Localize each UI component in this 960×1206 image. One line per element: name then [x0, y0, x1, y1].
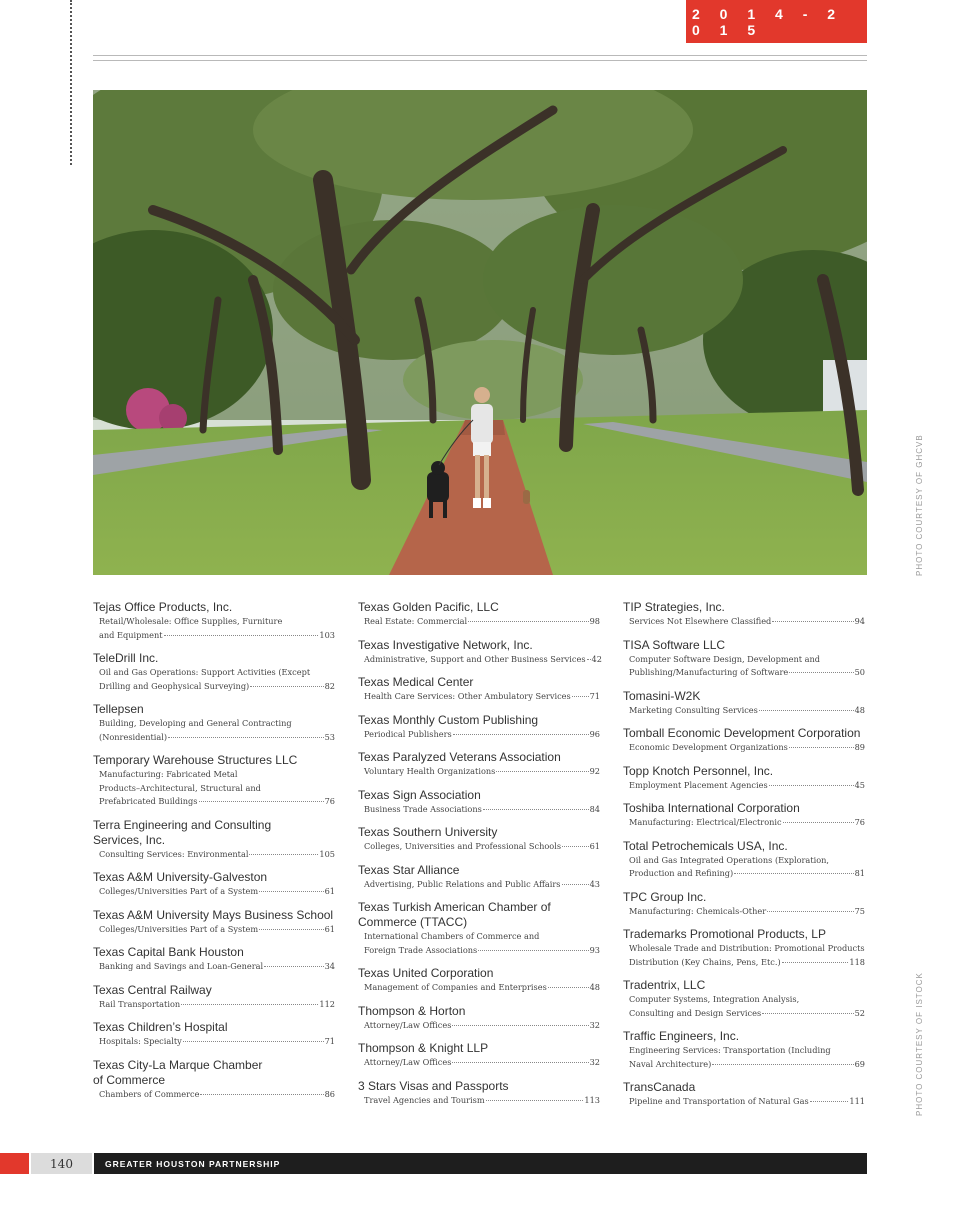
company-name: Thompson & Knight LLP — [358, 1041, 489, 1055]
page-reference: 32 — [589, 1019, 600, 1030]
page-reference: 89 — [854, 742, 865, 752]
category-text: Business Trade Associations — [364, 803, 482, 814]
company-name: Texas Paralyzed Veterans Association — [358, 750, 561, 764]
directory-entry — [93, 908, 335, 937]
dot-leader — [199, 801, 324, 802]
page-reference: 92 — [589, 766, 600, 776]
company-name: Total Petrochemicals USA, Inc. — [623, 838, 788, 853]
company-name: Texas A&M University Mays Business School — [93, 907, 334, 922]
business-category — [93, 768, 335, 809]
page-reference: 94 — [854, 616, 865, 626]
company-name: Texas Investigative Network, Inc. — [358, 637, 533, 652]
category-text: Manufacturing: Fabricated Metal — [99, 769, 238, 779]
page-reference: 42 — [591, 653, 602, 664]
directory-column-3 — [623, 600, 865, 1118]
page-reference: 34 — [324, 961, 335, 971]
directory-entry — [93, 945, 335, 974]
page-reference: 76 — [324, 796, 335, 806]
business-category — [358, 930, 600, 957]
company-name: Tejas Office Products, Inc. — [93, 600, 233, 614]
dot-leader — [789, 747, 854, 748]
category-text: (Nonresidential) — [99, 731, 168, 742]
business-category — [623, 942, 865, 969]
business-category — [93, 885, 335, 899]
dot-leader — [483, 809, 589, 810]
category-text: Attorney/Law Offices — [364, 1019, 452, 1030]
directory-entry — [93, 983, 335, 1012]
directory-entry — [358, 900, 600, 957]
company-name: Traffic Engineers, Inc. — [623, 1029, 740, 1043]
business-category — [93, 1088, 335, 1102]
directory-entry — [358, 638, 600, 667]
directory-entry — [623, 764, 865, 793]
dot-leader — [486, 1100, 584, 1101]
directory-entry — [358, 788, 600, 817]
company-name: TeleDrill Inc. — [93, 651, 159, 665]
directory-entry — [358, 966, 600, 995]
company-name: Texas United Corporation — [358, 966, 494, 980]
company-name: Toshiba International Corporation — [623, 801, 800, 815]
business-category — [358, 615, 600, 629]
company-name: Texas Children’s Hospital — [93, 1020, 228, 1034]
business-category — [358, 765, 600, 779]
dot-leader — [782, 962, 849, 963]
directory-entry — [623, 801, 865, 830]
category-text: Computer Software Design, Development and — [629, 653, 821, 664]
category-text: Manufacturing: Chemicals-Other — [629, 905, 767, 916]
category-text: Building, Developing and General Contracting — [99, 718, 292, 728]
category-text: Manufacturing: Electrical/Electronic — [629, 817, 782, 827]
directory-entry — [623, 890, 865, 919]
category-text: Publishing/Manufacturing of Software — [629, 667, 789, 677]
category-text: Naval Architecture) — [629, 1058, 712, 1069]
directory-entry — [358, 713, 600, 742]
category-text: Banking and Savings and Loan-General — [99, 961, 264, 971]
page-reference: 82 — [324, 680, 335, 691]
directory-entry — [623, 839, 865, 881]
company-name: Tomball Economic Development Corporation — [623, 726, 861, 740]
page-reference: 61 — [324, 886, 335, 896]
category-text: Wholesale Trade and Distribution: Promotional Products — [629, 943, 865, 953]
business-category — [623, 993, 865, 1020]
dot-leader — [468, 621, 588, 622]
category-text: Colleges, Universities and Professional Schools — [364, 841, 562, 851]
page-reference: 118 — [849, 956, 865, 967]
page-reference: 93 — [589, 944, 600, 955]
category-text: Consulting and Design Services — [629, 1007, 762, 1018]
business-category — [358, 840, 600, 854]
directory-entry — [93, 600, 335, 642]
category-text: Services Not Elsewhere Classified — [629, 616, 772, 626]
business-category — [358, 878, 600, 892]
dot-leader — [772, 621, 853, 622]
directory-entry — [358, 600, 600, 629]
dotted-margin-line — [70, 0, 72, 165]
dot-leader — [712, 1064, 853, 1065]
category-text: Engineering Services: Transportation (Including — [629, 1045, 831, 1055]
photo-credit-istock: PHOTO COURTESY OF ISTOCK — [915, 972, 924, 1116]
footer-publication-bar — [94, 1153, 867, 1174]
category-text: Management of Companies and Enterprises — [364, 982, 547, 992]
page-reference: 43 — [589, 878, 600, 889]
category-text: Employment Placement Agencies — [629, 779, 768, 790]
directory-entry — [358, 825, 600, 854]
dot-leader — [572, 696, 589, 697]
category-text: Health Care Services: Other Ambulatory Services — [364, 691, 571, 701]
page-reference: 84 — [589, 803, 600, 814]
company-name: TIP Strategies, Inc. — [623, 600, 725, 614]
directory-entry — [623, 978, 865, 1020]
category-text: Oil and Gas Integrated Operations (Exploration, — [629, 854, 830, 865]
business-category — [623, 704, 865, 718]
company-name: Tradentrix, LLC — [623, 978, 706, 992]
page-reference: 81 — [854, 868, 865, 878]
business-category — [623, 816, 865, 830]
company-name: Trademarks Promotional Products, LP — [623, 927, 826, 941]
category-text: Travel Agencies and Tourism — [364, 1094, 485, 1105]
category-text: Periodical Publishers — [364, 728, 452, 739]
business-category — [358, 1094, 600, 1108]
dot-leader — [264, 966, 323, 967]
header-rule-top — [93, 55, 867, 56]
company-name: TransCanada — [623, 1080, 696, 1094]
dot-leader — [587, 659, 591, 660]
business-category — [93, 717, 335, 744]
business-category — [93, 960, 335, 974]
category-text: Voluntary Health Organizations — [364, 766, 496, 776]
dot-leader — [249, 854, 318, 855]
company-name: Texas Capital Bank Houston — [93, 945, 244, 959]
dot-leader — [164, 635, 319, 636]
category-text: and Equipment — [99, 629, 163, 640]
category-text: Prefabricated Buildings — [99, 796, 198, 806]
page-reference: 45 — [854, 779, 865, 790]
business-category — [93, 666, 335, 693]
publication-name: GREATER HOUSTON PARTNERSHIP — [105, 1158, 281, 1169]
business-category — [623, 653, 865, 680]
category-text: Administrative, Support and Other Business Services — [364, 653, 586, 664]
directory-entry — [93, 1058, 335, 1102]
company-name: Texas Turkish American Chamber of — [358, 900, 551, 914]
category-text: Hospitals: Specialty — [99, 1036, 182, 1046]
business-category — [623, 741, 865, 755]
company-name: Tellepsen — [93, 702, 144, 716]
page-reference: 96 — [589, 728, 600, 739]
dot-leader — [767, 911, 853, 912]
business-category — [623, 1044, 865, 1071]
company-name: Terra Engineering and Consulting — [93, 817, 272, 832]
company-name: Texas Sign Association — [358, 787, 481, 802]
directory-entry — [623, 689, 865, 718]
page-reference: 32 — [589, 1057, 600, 1067]
directory-entry — [93, 1020, 335, 1049]
company-name: Texas City-La Marque Chamber — [93, 1057, 263, 1072]
company-name: Tomasini-W2K — [623, 688, 701, 703]
photo-credit-ghcvb: PHOTO COURTESY OF GHCVB — [915, 434, 924, 576]
dot-leader — [250, 686, 323, 687]
dot-leader — [783, 822, 854, 823]
dot-leader — [452, 1062, 588, 1063]
business-category — [358, 1019, 600, 1033]
directory-entry — [623, 927, 865, 969]
company-name: Texas A&M University-Galveston — [93, 870, 268, 884]
directory-entry — [358, 863, 600, 892]
category-text: Foreign Trade Associations — [364, 944, 478, 955]
dot-leader — [810, 1101, 849, 1102]
page-reference: 112 — [319, 998, 335, 1009]
dot-leader — [496, 771, 588, 772]
company-name: TPC Group Inc. — [623, 889, 707, 904]
year-badge: 2 0 1 4 - 2 0 1 5 — [686, 0, 867, 43]
business-category — [358, 803, 600, 817]
category-text: Oil and Gas Operations: Support Activities (Except — [99, 667, 311, 677]
business-category — [623, 1095, 865, 1109]
page-reference: 76 — [854, 817, 865, 827]
directory-entry — [623, 1080, 865, 1109]
company-name: Texas Star Alliance — [358, 862, 460, 877]
dot-leader — [181, 1004, 318, 1005]
business-category — [623, 615, 865, 629]
business-category — [358, 981, 600, 995]
page-reference: 86 — [324, 1088, 335, 1099]
page-reference: 103 — [319, 629, 335, 640]
dot-leader — [759, 710, 854, 711]
company-name: Temporary Warehouse Structures LLC — [93, 753, 298, 767]
business-category — [358, 690, 600, 704]
category-text: Marketing Consulting Services — [629, 704, 758, 715]
business-category — [93, 923, 335, 937]
oak-lined-street-photo — [93, 90, 867, 575]
directory-entry — [93, 651, 335, 693]
page-reference: 50 — [854, 667, 865, 677]
dot-leader — [200, 1094, 323, 1095]
dot-leader — [453, 734, 589, 735]
business-category — [358, 653, 600, 667]
category-text: Distribution (Key Chains, Pens, Etc.) — [629, 956, 781, 967]
category-text: Drilling and Geophysical Surveying) — [99, 680, 250, 691]
company-name: Topp Knotch Personnel, Inc. — [623, 763, 774, 778]
page-reference: 113 — [584, 1094, 600, 1105]
page-number: 140 — [31, 1153, 92, 1174]
dot-leader — [562, 884, 589, 885]
category-text: Chambers of Commerce — [99, 1088, 200, 1099]
company-name: Texas Monthly Custom Publishing — [358, 712, 539, 727]
page-reference: 75 — [854, 905, 865, 916]
category-text: Retail/Wholesale: Office Supplies, Furniture — [99, 616, 283, 626]
page-reference: 71 — [324, 1036, 335, 1046]
directory-entry — [93, 818, 335, 862]
company-name: Texas Golden Pacific, LLC — [358, 600, 499, 614]
business-category — [358, 728, 600, 742]
business-category — [93, 848, 335, 862]
company-name: Texas Central Railway — [93, 982, 212, 997]
business-category — [93, 998, 335, 1012]
dot-leader — [168, 737, 323, 738]
category-text: Pipeline and Transportation of Natural Gas — [629, 1096, 809, 1106]
company-name: Texas Medical Center — [358, 675, 474, 689]
category-text: Computer Systems, Integration Analysis, — [629, 994, 800, 1004]
page-reference: 48 — [854, 704, 865, 715]
dot-leader — [789, 672, 853, 673]
directory-entry — [623, 638, 865, 680]
category-text: Economic Development Organizations — [629, 742, 788, 752]
page-reference: 98 — [589, 616, 600, 626]
category-text: Production and Refining) — [629, 868, 734, 878]
directory-entry — [623, 600, 865, 629]
header-rule-bottom — [93, 60, 867, 61]
company-name: TISA Software LLC — [623, 637, 726, 652]
category-text: Colleges/Universities Part of a System — [99, 886, 259, 896]
business-category — [93, 1035, 335, 1049]
directory-entry — [358, 1079, 600, 1108]
category-text: Consulting Services: Environmental — [99, 848, 249, 859]
directory-entry — [93, 870, 335, 899]
directory-column-1 — [93, 600, 335, 1110]
category-text: Colleges/Universities Part of a System — [99, 923, 259, 934]
dot-leader — [762, 1013, 853, 1014]
dot-leader — [548, 987, 589, 988]
dot-leader — [259, 891, 323, 892]
company-name: Services, Inc. — [93, 832, 166, 847]
category-text: Products–Architectural, Structural and — [99, 782, 261, 793]
category-text: Real Estate: Commercial — [364, 616, 468, 626]
category-text: Advertising, Public Relations and Public Affairs — [364, 878, 561, 889]
company-name: Thompson & Horton — [358, 1003, 466, 1018]
page-reference: 61 — [324, 923, 335, 934]
category-text: International Chambers of Commerce and — [364, 931, 540, 941]
dot-leader — [734, 873, 853, 874]
dot-leader — [562, 846, 589, 847]
directory-entry — [358, 1041, 600, 1070]
dot-leader — [769, 785, 854, 786]
business-category — [623, 779, 865, 793]
company-name: 3 Stars Visas and Passports — [358, 1078, 509, 1093]
dot-leader — [452, 1025, 588, 1026]
dot-leader — [478, 950, 588, 951]
page-reference: 48 — [589, 982, 600, 992]
category-text: Attorney/Law Offices — [364, 1057, 452, 1067]
page-reference: 69 — [854, 1058, 865, 1069]
directory-entry — [358, 750, 600, 779]
business-category — [93, 615, 335, 642]
page-reference: 111 — [849, 1096, 865, 1106]
business-category — [358, 1056, 600, 1070]
page-reference: 52 — [854, 1007, 865, 1018]
directory-entry — [623, 726, 865, 755]
page-reference: 53 — [324, 731, 335, 742]
company-name: of Commerce — [93, 1072, 166, 1087]
directory-entry — [358, 675, 600, 704]
company-name: Commerce (TTACC) — [358, 915, 468, 929]
directory-entry — [93, 753, 335, 809]
directory-column-2 — [358, 600, 600, 1116]
directory-entry — [93, 702, 335, 744]
category-text: Rail Transportation — [99, 998, 181, 1009]
directory-entry — [623, 1029, 865, 1071]
page-reference: 61 — [589, 841, 600, 851]
business-category — [623, 854, 865, 881]
directory-entry — [358, 1004, 600, 1033]
footer-red-tab — [0, 1153, 29, 1174]
company-name: Texas Southern University — [358, 825, 498, 839]
dot-leader — [183, 1041, 324, 1042]
dot-leader — [259, 929, 323, 930]
business-category — [623, 905, 865, 919]
page-reference: 105 — [319, 848, 335, 859]
page-reference: 71 — [589, 691, 600, 701]
